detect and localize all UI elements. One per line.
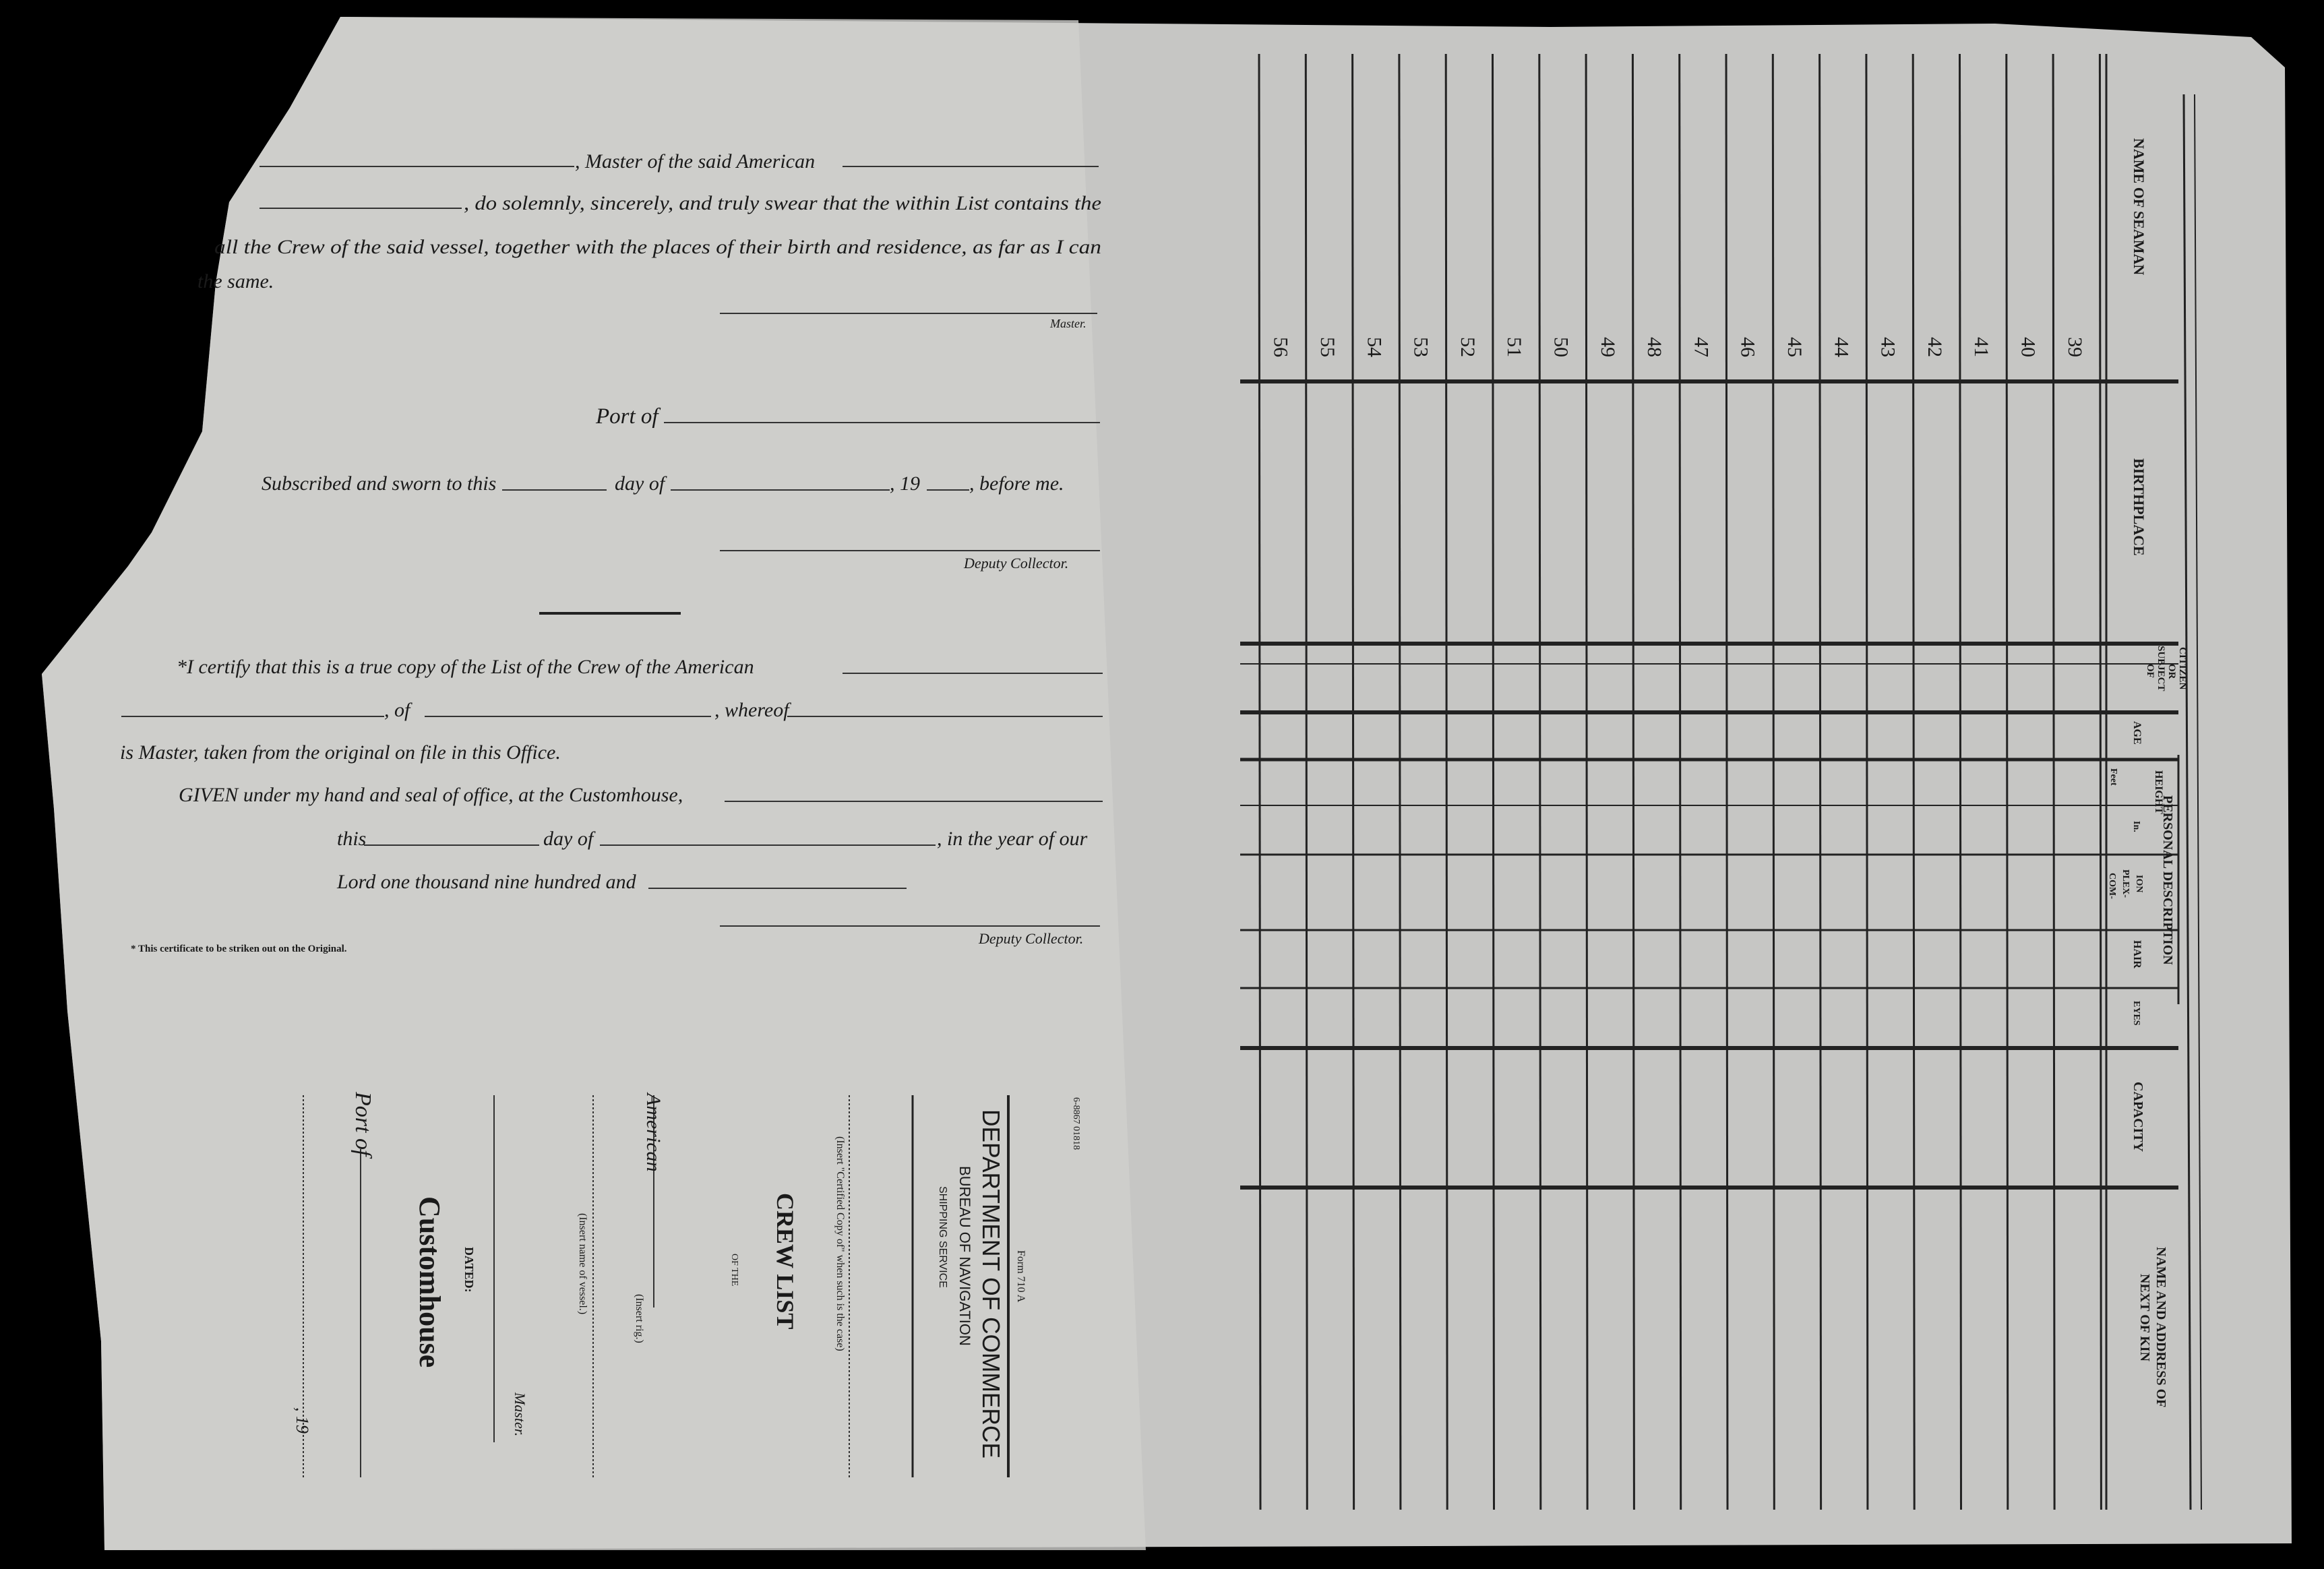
subscribed-text: Subscribed and sworn to this — [262, 472, 497, 495]
row-divider — [2100, 54, 2101, 1510]
oath-line-2: , do solemnly, sincerely, and truly swear that the within List contains the — [464, 192, 1101, 214]
row-divider — [1820, 54, 1821, 1510]
header-birthplace: BIRTHPLACE — [2131, 458, 2147, 556]
header-hair: HAIR — [2131, 940, 2143, 968]
header-citizen-2: OR — [2166, 664, 2177, 679]
row-number: 47 — [1690, 337, 1713, 357]
header-capacity: CAPACITY — [2131, 1082, 2145, 1152]
header-name-of-seaman: NAME OF SEAMAN — [2131, 138, 2147, 276]
shipping-service-title: SHIPPING SERVICE — [937, 1186, 948, 1288]
row-number: 44 — [1830, 337, 1853, 357]
header-next-of-kin-2: NEXT OF KIN — [2137, 1274, 2152, 1362]
row-number: 40 — [2017, 337, 2040, 357]
given-line: GIVEN under my hand and seal of office, at the Customhouse, — [179, 784, 683, 806]
header-complexion-1: COM- — [2107, 873, 2117, 899]
row-divider — [1493, 54, 1494, 1510]
form-code: 6-8867 01818 — [1071, 1097, 1081, 1150]
bureau-title: BUREAU OF NAVIGATION — [956, 1166, 973, 1346]
header-citizen-4: OF — [2145, 664, 2155, 678]
row-number: 54 — [1363, 337, 1386, 357]
row-number: 55 — [1316, 337, 1339, 357]
header-citizen-1: CITIZEN — [2177, 647, 2188, 690]
row-divider — [1539, 54, 1541, 1510]
row-number: 42 — [1923, 337, 1946, 357]
insert-rig-note: (Insert rig.) — [634, 1294, 645, 1343]
row-number: 43 — [1876, 337, 1899, 357]
subscribed-day-of: day of — [615, 472, 665, 495]
row-number: 48 — [1643, 337, 1666, 357]
row-number: 46 — [1736, 337, 1759, 357]
header-complexion-2: PLEX- — [2120, 869, 2131, 898]
department-title: DEPARTMENT OF COMMERCE — [977, 1109, 1005, 1466]
row-divider — [2053, 54, 2054, 1510]
header-age: AGE — [2131, 721, 2143, 745]
row-divider — [2007, 54, 2008, 1510]
crew-list-title: CREW LIST — [772, 1193, 799, 1330]
header-height: HEIGHT — [2153, 770, 2164, 814]
row-divider — [1259, 54, 1260, 1510]
row-number: 53 — [1409, 337, 1432, 357]
header-eyes: EYES — [2131, 1001, 2141, 1026]
oath-line-3: all the Crew of the said vessel, together with the places of their birth and residence, as far as I can — [214, 236, 1101, 258]
header-personal-description: PERSONAL DESCRIPTION — [2160, 795, 2175, 965]
certify-whereof-label: , whereof — [714, 699, 789, 721]
row-divider — [1353, 54, 1354, 1510]
master-signature-label: Master. — [1050, 317, 1087, 330]
customhouse-title: Customhouse — [413, 1196, 446, 1368]
cover-port-of: Port of — [350, 1092, 375, 1157]
row-divider — [1306, 54, 1307, 1510]
cover-nineteen: , 19 — [293, 1407, 312, 1434]
subscribed-nineteen: , 19 — [890, 472, 920, 495]
header-inches: In. — [2131, 821, 2141, 832]
certify-of-label: , of — [384, 699, 410, 721]
insert-vessel-note: (Insert name of vessel.) — [577, 1213, 588, 1315]
row-number: 56 — [1269, 337, 1292, 357]
certify-line-3: is Master, taken from the original on file in this Office. — [120, 741, 561, 764]
header-feet: Feet — [2108, 768, 2118, 786]
deputy-collector-label-2: Deputy Collector. — [979, 930, 1084, 947]
subscribed-before-me: , before me. — [969, 472, 1064, 495]
row-divider — [1773, 54, 1774, 1510]
header-next-of-kin-1: NAME AND ADDRESS OF — [2153, 1247, 2168, 1408]
row-number: 39 — [2063, 337, 2086, 357]
row-divider — [1726, 54, 1727, 1510]
row-number: 52 — [1456, 337, 1479, 357]
row-divider — [1866, 54, 1868, 1510]
row-divider — [1446, 54, 1447, 1510]
row-divider — [1680, 54, 1681, 1510]
deputy-collector-label-1: Deputy Collector. — [964, 555, 1069, 572]
row-number: 45 — [1783, 337, 1806, 357]
row-divider — [1586, 54, 1587, 1510]
certificate-footnote: * This certificate to be striken out on the Original. — [131, 944, 347, 954]
american-label: American — [642, 1093, 665, 1172]
form-number: Form 710 A — [1015, 1250, 1027, 1303]
row-divider — [1632, 54, 1634, 1510]
given-year-label: , in the year of our — [937, 828, 1088, 850]
header-citizen-3: SUBJECT — [2155, 646, 2166, 691]
row-divider — [1960, 54, 1961, 1510]
row-number: 41 — [1970, 337, 1993, 357]
dated-label: DATED: — [462, 1247, 476, 1293]
row-divider — [1399, 54, 1401, 1510]
certify-line-1: *I certify that this is a true copy of the List of the Crew of the American — [177, 656, 754, 678]
given-this-label: this — [337, 828, 367, 850]
lord-line: Lord one thousand nine hundred and — [337, 871, 636, 893]
port-of-label: Port of — [596, 404, 659, 429]
row-divider — [1913, 54, 1914, 1510]
oath-line-1: , Master of the said American — [575, 150, 816, 173]
oath-line-4: the same. — [197, 270, 274, 293]
of-the-label: OF THE — [729, 1254, 739, 1287]
certified-copy-note: (Insert "Certified Copy of" when such is the case) — [834, 1136, 846, 1351]
row-number: 50 — [1550, 337, 1572, 357]
row-number: 51 — [1503, 337, 1526, 357]
cover-master-label: Master. — [512, 1392, 528, 1437]
row-number: 49 — [1596, 337, 1619, 357]
header-complexion-3: ION — [2134, 875, 2144, 893]
given-day-of: day of — [543, 828, 594, 850]
